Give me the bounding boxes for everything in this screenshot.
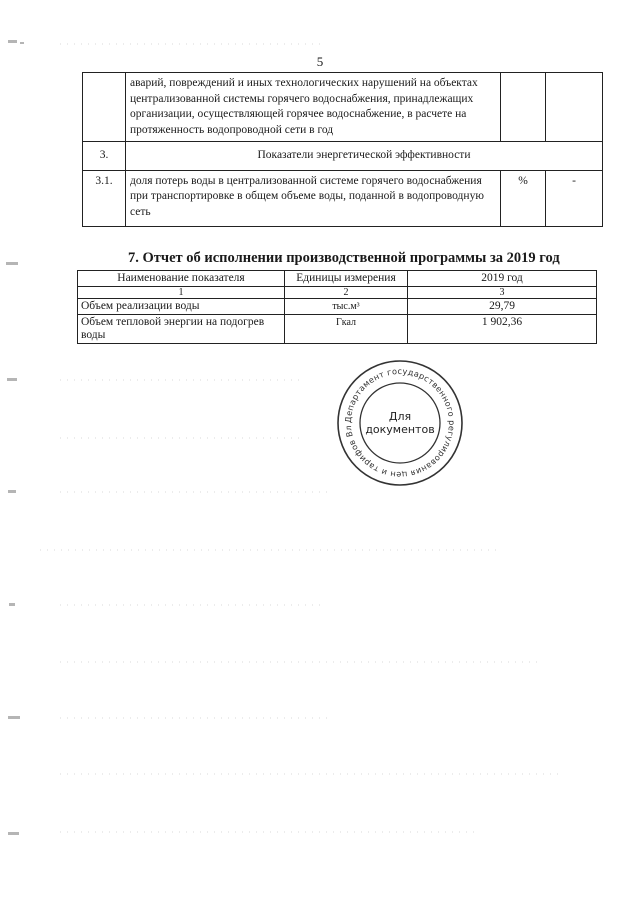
column-number: 2 xyxy=(285,287,408,299)
stamp-line: документов xyxy=(365,423,435,436)
column-number: 1 xyxy=(78,287,285,299)
row-text: аварий, повреждений и иных технологических нарушений на объектах централизованной системы горячего водоснабжения, принадлежащих организации, осуществляющей горячее водоснабжение, в расчете на протяженность водопроводной сети в год xyxy=(126,73,501,142)
table-row xyxy=(83,73,603,142)
row-number xyxy=(83,73,126,142)
indicator-value: 29,79 xyxy=(408,299,597,315)
table-header-row xyxy=(78,271,597,287)
indicator-name: Объем реализации воды xyxy=(78,299,285,315)
stamp-line: Для xyxy=(388,410,412,423)
header-unit: Единицы измерения xyxy=(285,271,408,287)
column-number-row xyxy=(78,287,597,299)
indicator-unit: Гкал xyxy=(285,315,408,344)
row-text: доля потерь воды в централизованной системе горячего водоснабжения при транспортировке в общем объеме воды, поданной в водопроводную сеть xyxy=(126,170,501,227)
row-unit: % xyxy=(501,170,546,227)
indicators-table xyxy=(82,72,603,227)
section-number: 3. xyxy=(83,142,126,171)
section-title: Показатели энергетической эффективности xyxy=(126,142,603,171)
section-row xyxy=(83,142,603,171)
stamp-ring-text: Департамент государственного регулирования цен и тарифов Вл xyxy=(342,365,458,481)
header-indicator: Наименование показателя xyxy=(78,271,285,287)
indicator-value: 1 902,36 xyxy=(408,315,597,344)
row-value xyxy=(546,73,603,142)
indicator-unit: тыс.м³ xyxy=(285,299,408,315)
table-row xyxy=(78,299,597,315)
report-table xyxy=(77,270,597,344)
indicator-name: Объем тепловой энергии на подогрев воды xyxy=(78,315,285,344)
header-year: 2019 год xyxy=(408,271,597,287)
row-value: - xyxy=(546,170,603,227)
row-number: 3.1. xyxy=(83,170,126,227)
table-row xyxy=(78,315,597,344)
official-stamp xyxy=(335,358,465,488)
table-row xyxy=(83,170,603,227)
page-number: 5 xyxy=(316,54,324,69)
column-number: 3 xyxy=(408,287,597,299)
row-unit xyxy=(501,73,546,142)
section-heading: 7. Отчет об исполнении производственной программы за 2019 год xyxy=(128,250,560,266)
stamp-center-text xyxy=(335,410,465,436)
